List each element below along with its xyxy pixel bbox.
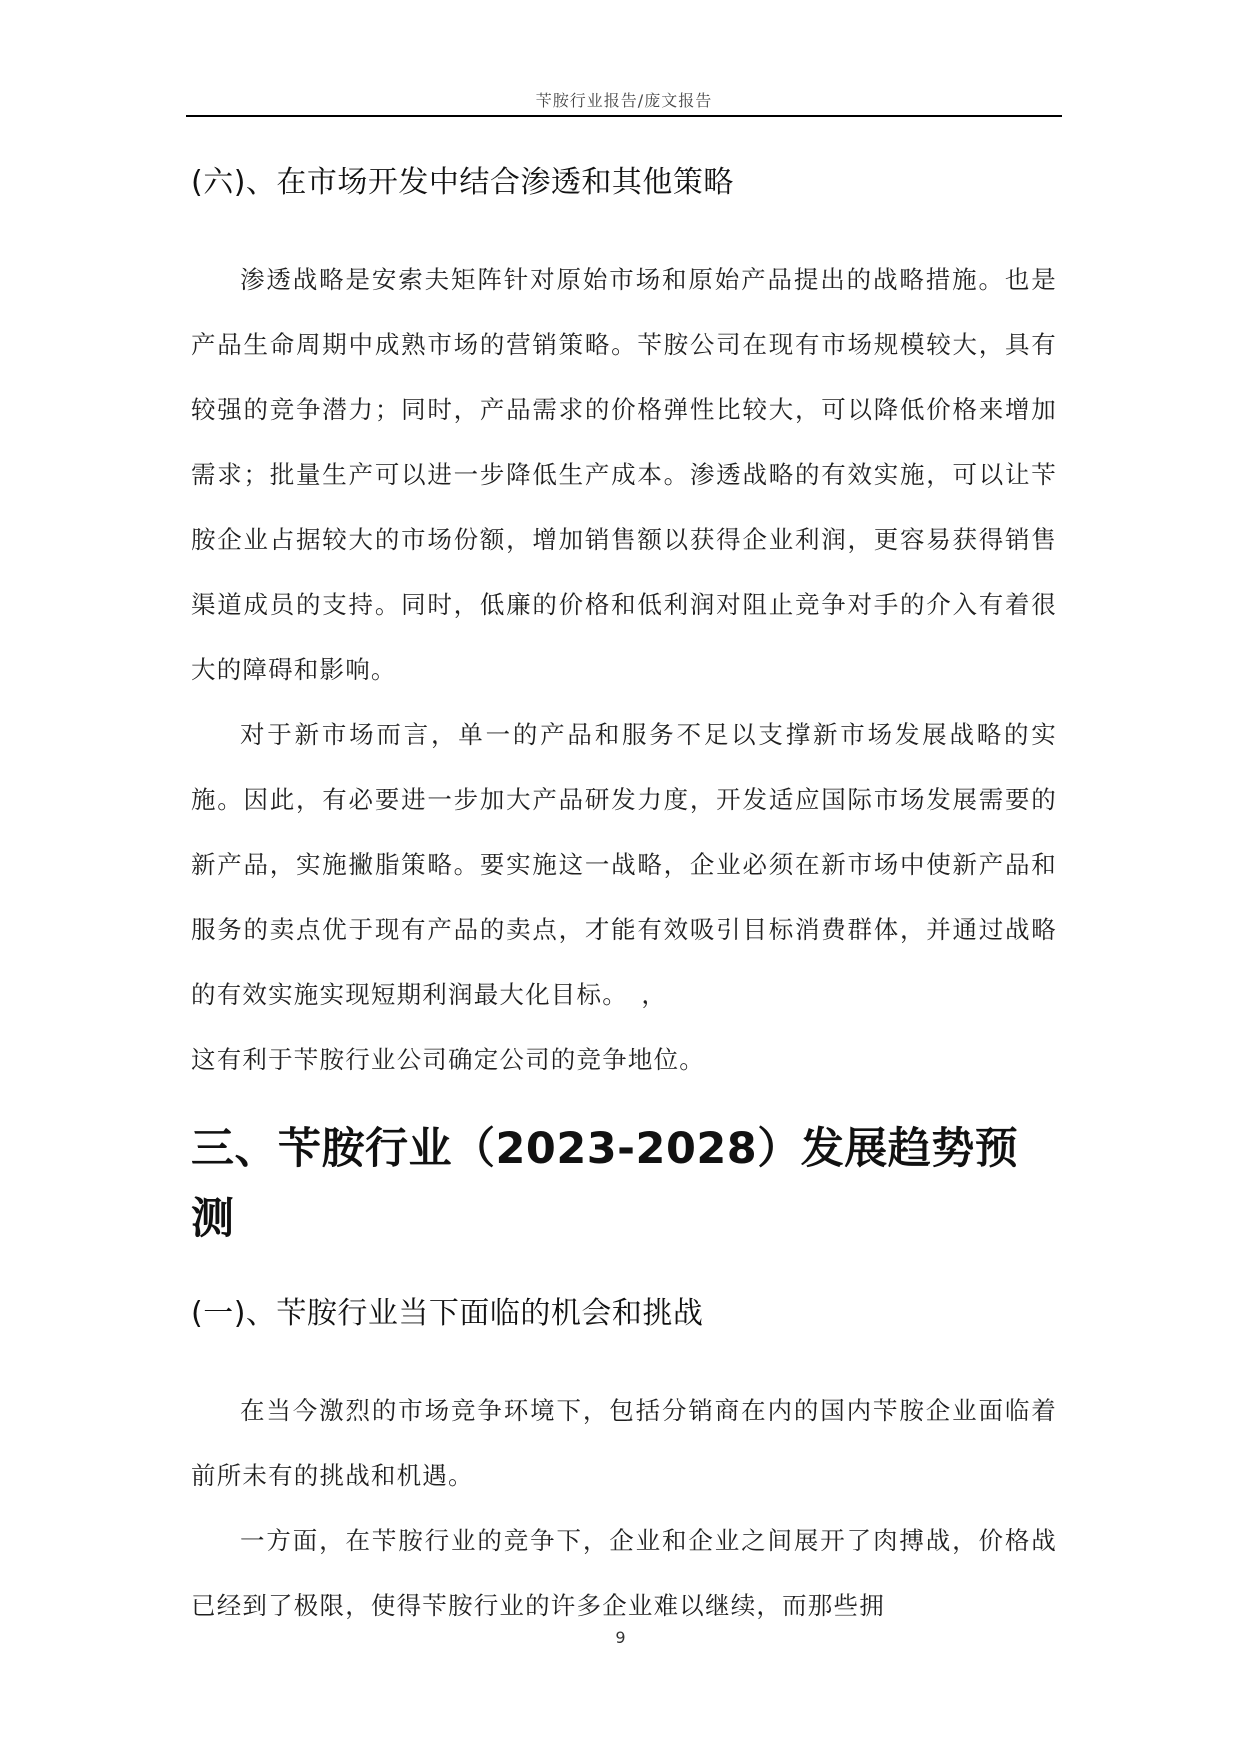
section-6-paragraph-1: 渗透战略是安索夫矩阵针对原始市场和原始产品提出的战略措施。也是产品生命周期中成熟市场的营销策略。苄胺公司在现有市场规模较大，具有较强的竞争潜力；同时，产品需求的价格弹性比较大，可以降低价格来增加需求；批量生产可以进一步降低生产成本。渗透战略的有效实施，可以让苄胺企业占据较大的市场份额，增加销售额以获得企业利润，更容易获得销售渠道成员的支持。同时，低廉的价格和低利润对阻止竞争对手的介入有着很大的障碍和影响。 bbox=[191, 265, 1057, 684]
section-6-paragraph-2: 对于新市场而言，单一的产品和服务不足以支撑新市场发展战略的实施。因此，有必要进一步加大产品研发力度，开发适应国际市场发展需要的新产品，实施撇脂策略。要实施这一战略，企业必须在新市场中使新产品和服务的卖点优于现有产品的卖点，才能有效吸引目标消费群体，并通过战略的有效实施实现短期利润最大化目标。 ， bbox=[191, 720, 1057, 1009]
section-6-paragraph-2-tail: 这有利于苄胺行业公司确定公司的竞争地位。 bbox=[191, 1045, 705, 1074]
section-1-paragraph-1: 在当今激烈的市场竞争环境下，包括分销商在内的国内苄胺企业面临着前所未有的挑战和机遇。 bbox=[191, 1396, 1057, 1490]
section-1-heading: (一)、苄胺行业当下面临的机会和挑战 bbox=[191, 1296, 704, 1331]
page-content bbox=[191, 155, 1057, 1638]
page-header: 苄胺行业报告/庞文报告 bbox=[535, 91, 713, 110]
page-number: 9 bbox=[615, 1628, 626, 1647]
chapter-3-heading: 三、苄胺行业（2023-2028）发展趋势预测 bbox=[191, 1124, 1019, 1244]
header-rule bbox=[186, 115, 1062, 117]
section-6-heading: (六)、在市场开发中结合渗透和其他策略 bbox=[191, 165, 734, 200]
section-1-paragraph-2: 一方面，在苄胺行业的竞争下，企业和企业之间展开了肉搏战，价格战已经到了极限，使得苄胺行业的许多企业难以继续，而那些拥 bbox=[191, 1526, 1057, 1620]
